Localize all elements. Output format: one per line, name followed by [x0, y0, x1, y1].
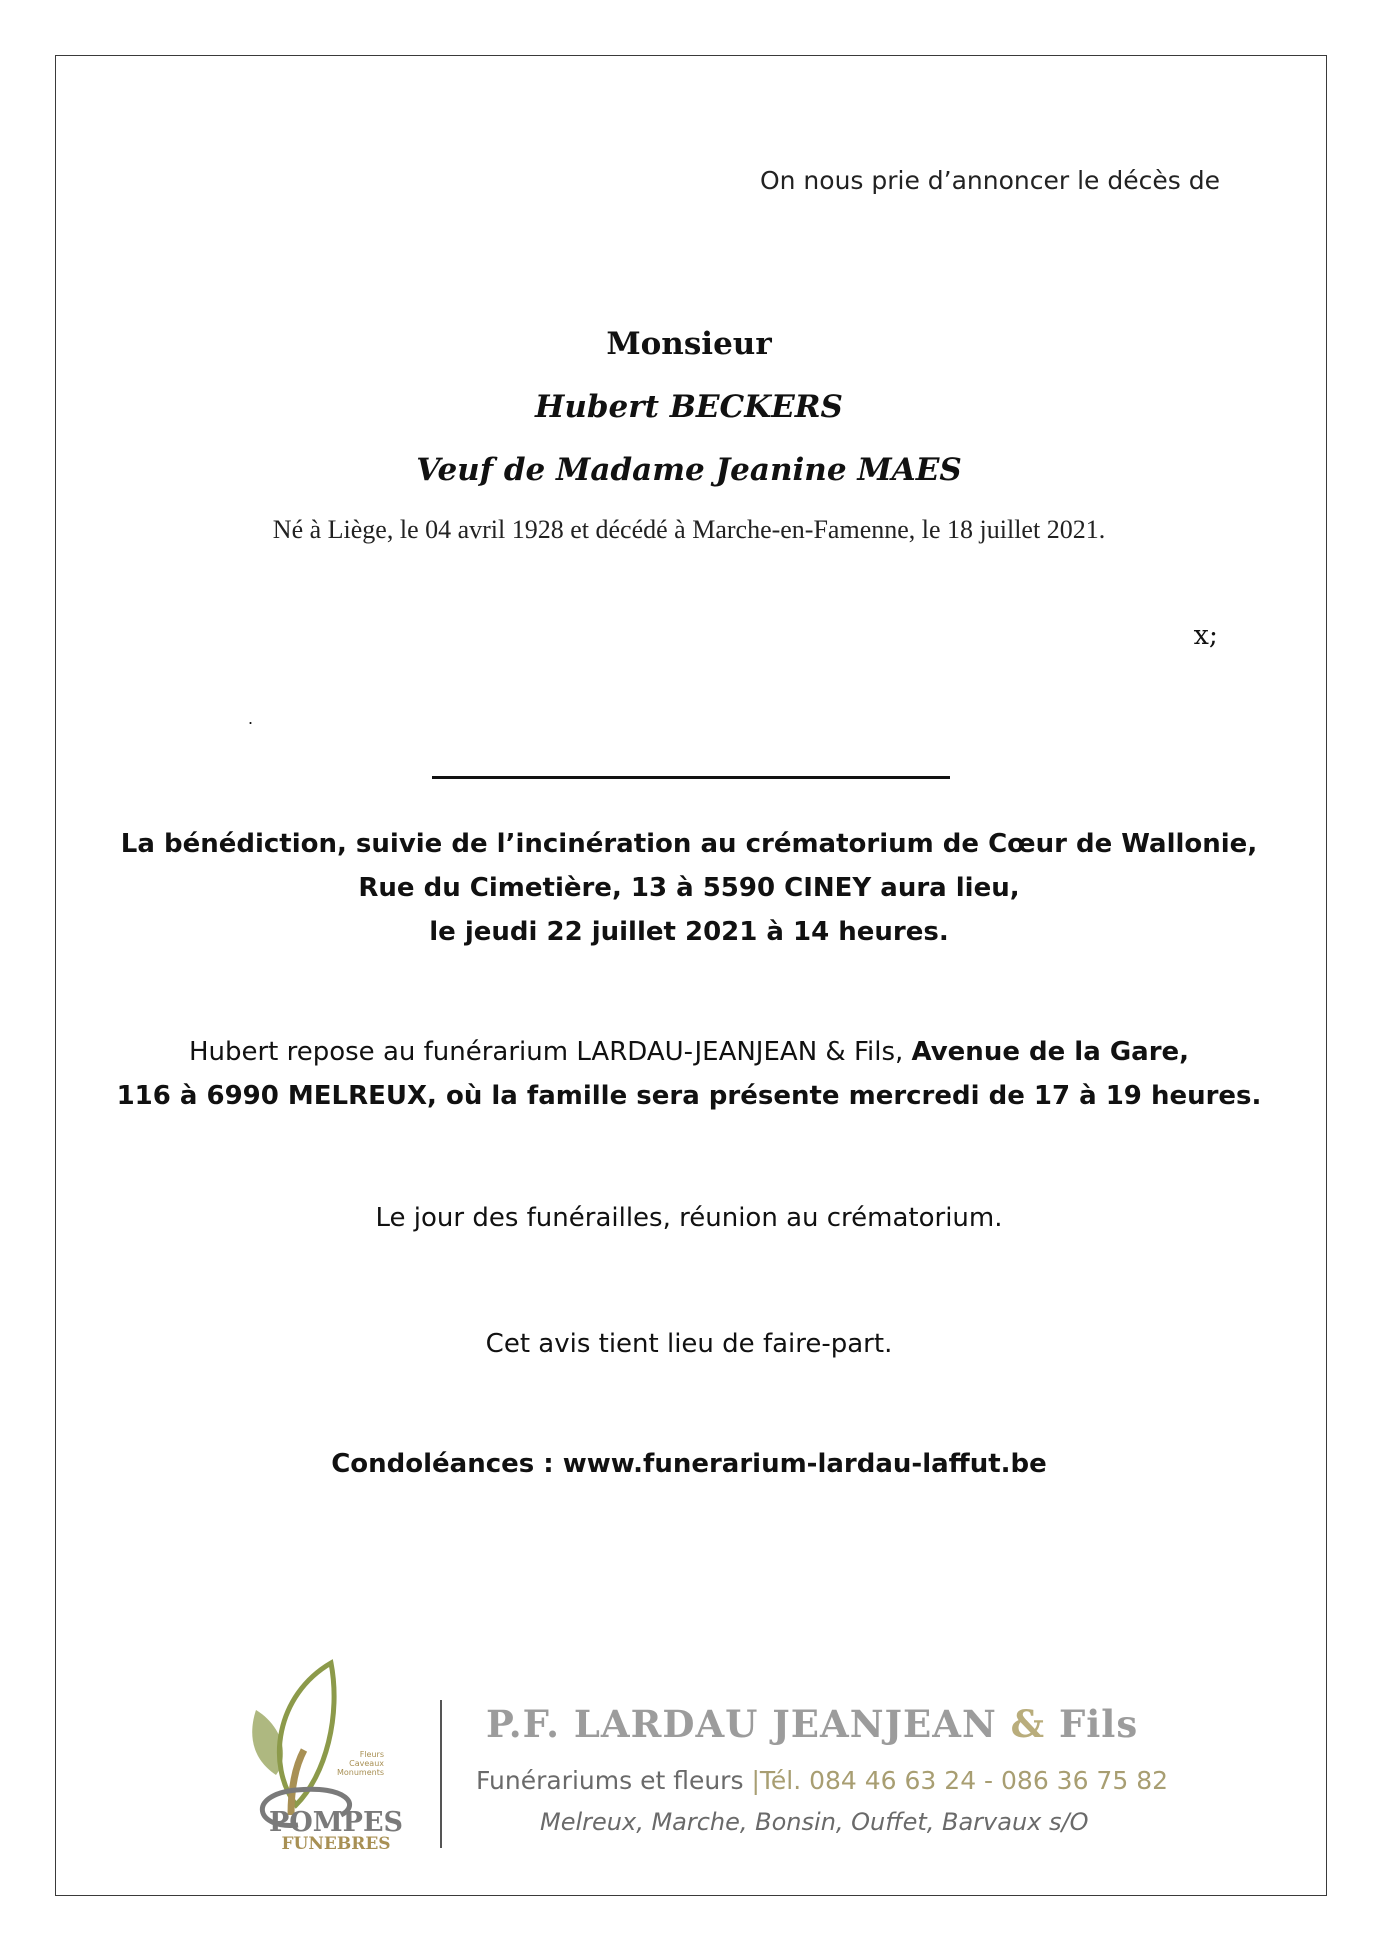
stray-mark: x;: [1193, 620, 1218, 651]
ceremony-block: [0, 822, 1378, 954]
repose-plain: Hubert repose au funérarium LARDAU-JEANJEAN & Fils,: [188, 1037, 912, 1067]
logo-small-line-2: Caveaux: [349, 1759, 384, 1768]
condolences-line: Condoléances : www.funerarium-lardau-laffut.be: [331, 1449, 1047, 1479]
company-name-main: P.F. LARDAU JEANJEAN: [486, 1702, 1011, 1746]
deceased-title: Monsieur: [606, 326, 772, 362]
intro-text: On nous prie d’annoncer le décès de: [759, 166, 1220, 195]
pompes-funebres-logo: [236, 1655, 446, 1855]
logo-small-line-3: Monuments: [336, 1768, 384, 1777]
notice-line: Cet avis tient lieu de faire-part.: [485, 1329, 893, 1359]
services-label: Funérariums et fleurs: [476, 1766, 752, 1795]
deceased-name: Hubert BECKERS: [535, 389, 843, 425]
logo-word-funebres: FUNEBRES: [281, 1834, 391, 1854]
separator-rule: [432, 776, 950, 779]
logo-word-pompes: POMPES: [268, 1807, 404, 1838]
logo-small-line-1: Fleurs: [359, 1750, 384, 1759]
gathering-line: Le jour des funérailles, réunion au crématorium.: [375, 1203, 1003, 1233]
ceremony-line-3: le jeudi 22 juillet 2021 à 14 heures.: [429, 917, 949, 947]
stray-dot: .: [248, 708, 254, 728]
repose-block: [0, 1030, 1378, 1118]
ceremony-line-1: La bénédiction, suivie de l’incinération au crématorium de Cœur de Wallonie,: [120, 829, 1258, 859]
birth-death-line: Né à Liège, le 04 avril 1928 et décédé à Marche-en-Famenne, le 18 juillet 2021.: [272, 515, 1106, 544]
company-name-end: Fils: [1045, 1702, 1139, 1746]
repose-line-2: 116 à 6990 MELREUX, où la famille sera présente mercredi de 17 à 19 heures.: [116, 1081, 1262, 1111]
company-locations: Melreux, Marche, Bonsin, Ouffet, Barvaux s/O: [540, 1808, 1089, 1836]
phone-numbers: |Tél. 084 46 63 24 - 086 36 75 82: [751, 1766, 1169, 1795]
deceased-relation: Veuf de Madame Jeanine MAES: [416, 452, 962, 488]
company-ampersand: &: [1010, 1702, 1046, 1746]
company-services: [476, 1766, 1168, 1795]
footer-divider: [440, 1700, 442, 1848]
repose-line-1: [0, 1030, 1378, 1074]
company-name: [486, 1702, 1138, 1746]
repose-address-part1: Avenue de la Gare,: [911, 1037, 1190, 1067]
ceremony-line-2: Rue du Cimetière, 13 à 5590 CINEY aura lieu,: [358, 873, 1020, 903]
